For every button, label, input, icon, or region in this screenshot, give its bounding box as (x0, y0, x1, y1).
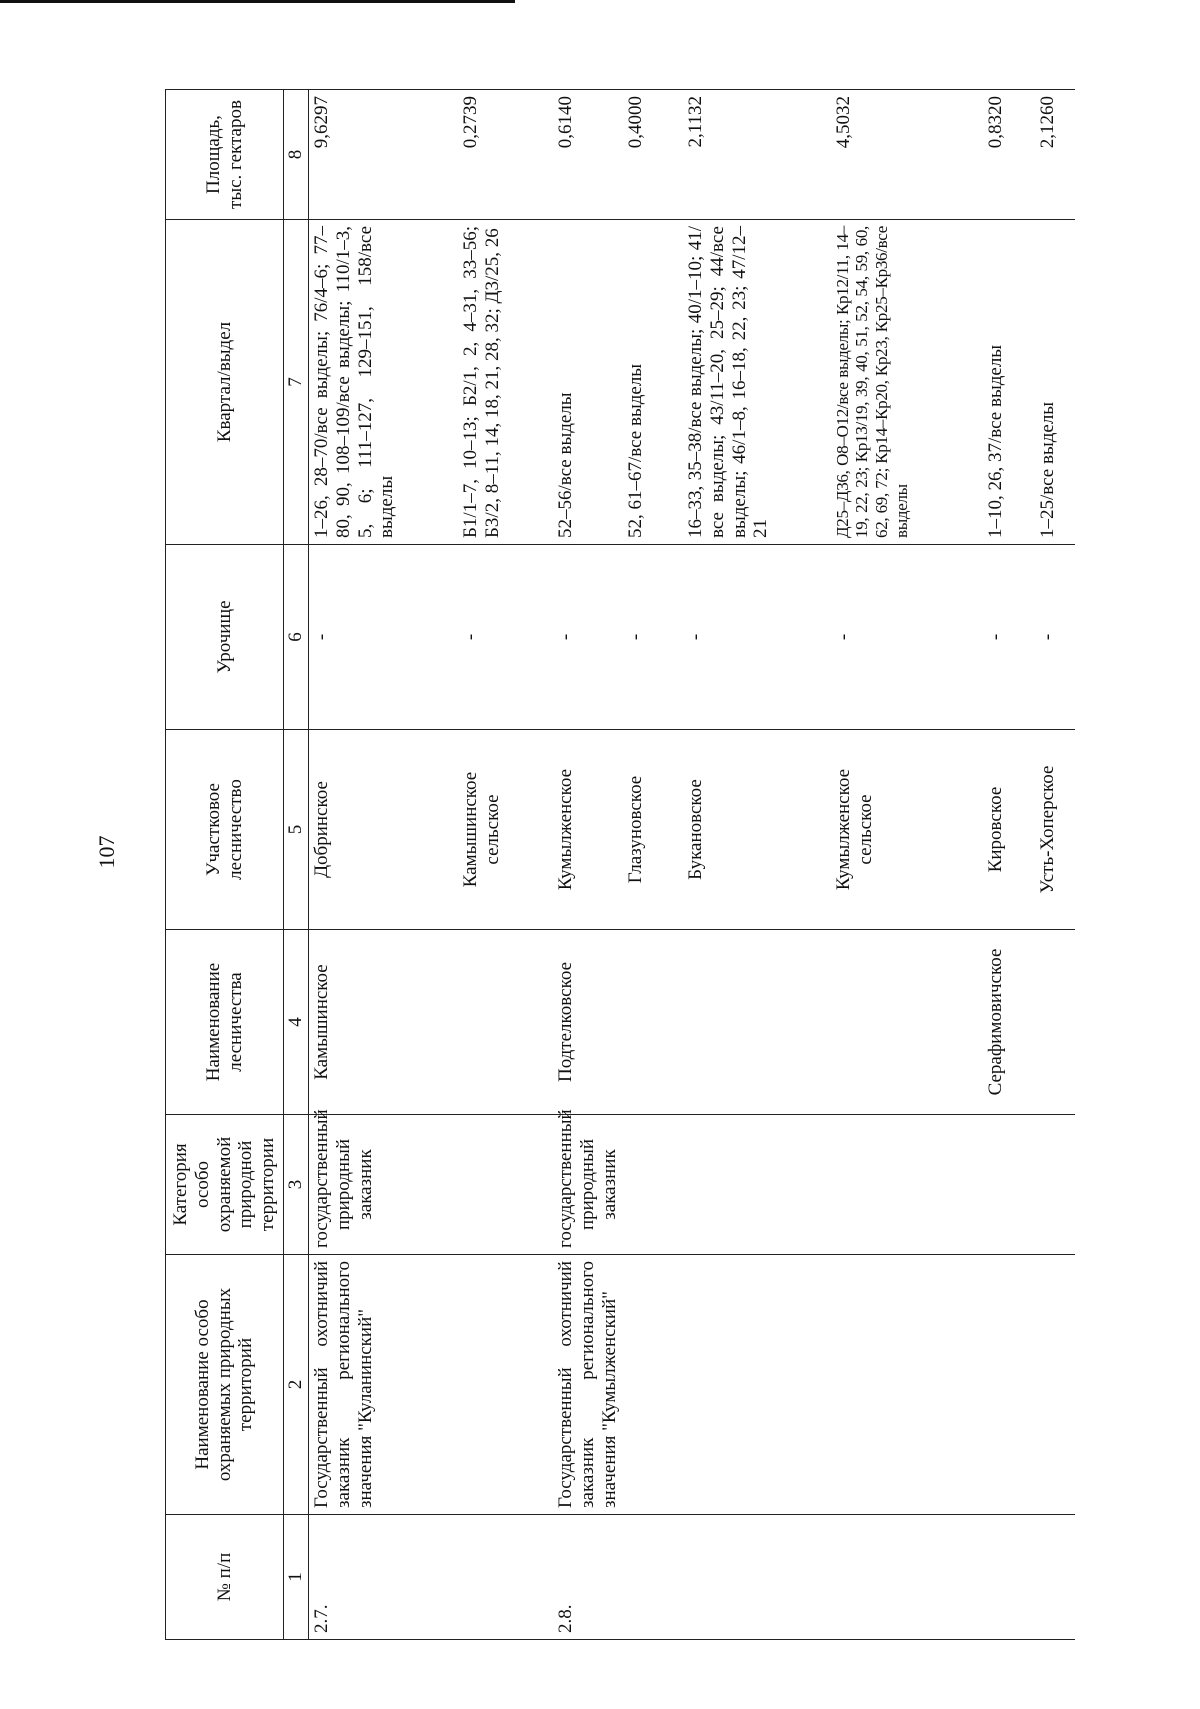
header-forestry: Наименование лесничества (166, 930, 284, 1115)
cell-district: Добринское (308, 730, 458, 930)
header-tract: Урочище (166, 545, 284, 730)
cell-area: 2,1260 (1035, 90, 1075, 220)
column-number: 1 (284, 1515, 309, 1640)
cell-name (831, 1255, 983, 1515)
cell-quarter: Б1/1–7, 10–13; Б2/1, 2, 4–31, 33–56; Б3/2, 8–11, 14, 18, 21, 28, 32; Д3/25, 26 (458, 220, 553, 545)
cell-category: государственный природный заказник (553, 1115, 623, 1255)
cell-area: 0,6140 (553, 90, 623, 220)
cell-area: 4,5032 (831, 90, 983, 220)
cell-area: 9,6297 (308, 90, 458, 220)
cell-num: 2.8. (553, 1515, 623, 1640)
page-number: 107 (94, 835, 119, 869)
cell-category (458, 1115, 553, 1255)
rotated-page (165, 40, 1065, 1640)
column-number: 6 (284, 545, 309, 730)
cell-name (983, 1255, 1035, 1515)
cell-district: Камышинское сельское (458, 730, 553, 930)
cell-area: 0,4000 (623, 90, 683, 220)
cell-category (683, 1115, 831, 1255)
cell-tract: - (458, 545, 553, 730)
cell-category: государственный природный заказник (308, 1115, 458, 1255)
header-num: № п/п (166, 1515, 284, 1640)
column-number: 3 (284, 1115, 309, 1255)
cell-category (831, 1115, 983, 1255)
cell-quarter: 1–26, 28–70/все выделы; 76/4–6; 77–80, 90, 108–109/все выделы; 110/1–3, 5, 6; 111–127, 129–151, 158/все выделы (308, 220, 458, 545)
cell-quarter: Д25–Д36, О8–О12/все выделы; Кр12/11, 14–19, 22, 23; Кр13/19, 39, 40, 51, 52, 54, 59, 60, 62, 69, 72; Кр14–Кр20, Кр23, Кр25–Кр36/все выделы (831, 220, 983, 545)
cell-district: Глазуновское (623, 730, 683, 930)
cell-name: Государственный охотничий заказник регионального значения "Куланинский" (308, 1255, 458, 1515)
cell-quarter: 16–33, 35–38/все выделы; 40/1–10; 41/все выделы; 43/11–20, 25–29; 44/все выделы; 46/1–8, 16–18, 22, 23; 47/12–21 (683, 220, 831, 545)
cell-forestry: Серафимовичское (983, 930, 1035, 1115)
cell-tract: - (1035, 545, 1075, 730)
cell-forestry (1035, 930, 1075, 1115)
cell-district: Кумылженское (553, 730, 623, 930)
cell-num (623, 1515, 683, 1640)
cell-area: 2,1132 (683, 90, 831, 220)
cell-district: Букановское (683, 730, 831, 930)
cell-tract: - (983, 545, 1035, 730)
cell-area: 0,8320 (983, 90, 1035, 220)
table-row (553, 90, 623, 1640)
header-quarter: Квартал/выдел (166, 220, 284, 545)
table-row (1035, 90, 1075, 1640)
top-rule (0, 0, 515, 3)
cell-quarter: 52, 61–67/все выделы (623, 220, 683, 545)
header-area: Площадь, тыс. гектаров (166, 90, 284, 220)
table-body (308, 90, 1075, 1640)
column-number: 5 (284, 730, 309, 930)
cell-tract: - (308, 545, 458, 730)
header-district: Участковое лесничество (166, 730, 284, 930)
cell-category (983, 1115, 1035, 1255)
cell-name (623, 1255, 683, 1515)
cell-num (831, 1515, 983, 1640)
cell-num (683, 1515, 831, 1640)
cell-district: Кумылженское сельское (831, 730, 983, 930)
column-number: 2 (284, 1255, 309, 1515)
cell-district: Усть-Хоперское (1035, 730, 1075, 930)
cell-tract: - (553, 545, 623, 730)
cell-district: Кировское (983, 730, 1035, 930)
table-header (166, 90, 309, 1640)
table-row (683, 90, 831, 1640)
column-number: 4 (284, 930, 309, 1115)
table-row (623, 90, 683, 1640)
header-category: Категория особо охраняемой природной территории (166, 1115, 284, 1255)
cell-area: 0,2739 (458, 90, 553, 220)
cell-quarter: 1–10, 26, 37/все выделы (983, 220, 1035, 545)
table-row (831, 90, 983, 1640)
cell-forestry: Подтелковское (553, 930, 623, 1115)
column-number-row (284, 90, 309, 1640)
column-number: 7 (284, 220, 309, 545)
cell-tract: - (683, 545, 831, 730)
cell-tract: - (623, 545, 683, 730)
cell-num (458, 1515, 553, 1640)
protected-areas-table (165, 89, 1075, 1640)
cell-num (1035, 1515, 1075, 1640)
cell-forestry (623, 930, 683, 1115)
cell-tract: - (831, 545, 983, 730)
cell-num: 2.7. (308, 1515, 458, 1640)
cell-forestry (831, 930, 983, 1115)
table-row (983, 90, 1035, 1640)
cell-num (983, 1515, 1035, 1640)
table-row (458, 90, 553, 1640)
cell-name: Государственный охотничий заказник регионального значения "Кумылженский" (553, 1255, 623, 1515)
cell-forestry (683, 930, 831, 1115)
cell-name (458, 1255, 553, 1515)
cell-name (683, 1255, 831, 1515)
cell-category (623, 1115, 683, 1255)
cell-forestry: Камышинское (308, 930, 458, 1115)
cell-quarter: 1–25/все выделы (1035, 220, 1075, 545)
cell-name (1035, 1255, 1075, 1515)
cell-category (1035, 1115, 1075, 1255)
cell-forestry (458, 930, 553, 1115)
column-number: 8 (284, 90, 309, 220)
cell-quarter: 52–56/все выделы (553, 220, 623, 545)
table-row (308, 90, 458, 1640)
header-name: Наименование особо охраняемых природных территорий (166, 1255, 284, 1515)
